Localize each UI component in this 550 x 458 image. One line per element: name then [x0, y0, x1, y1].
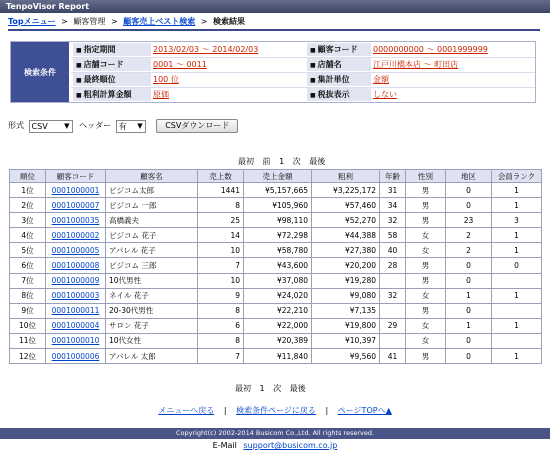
gender-cell: 男: [406, 273, 446, 288]
customer-code-cell: [46, 333, 106, 348]
member-rank-cell: [492, 303, 542, 318]
table-header-row: [10, 170, 542, 183]
table-row: [10, 349, 542, 364]
customer-code-cell: [46, 258, 106, 273]
format-select-value: CSV: [31, 121, 48, 131]
member-rank-cell: 3: [492, 213, 542, 228]
rank-cell: 11位: [10, 333, 46, 348]
email-label: E-Mail: [212, 441, 237, 450]
gross-profit-cell: ¥10,397: [312, 333, 380, 348]
condition-label: ■ 集計単位: [307, 73, 371, 86]
sales-amount-cell: ¥22,210: [244, 303, 312, 318]
quantity-cell: 7: [198, 349, 244, 364]
sales-amount-cell: ¥11,840: [244, 349, 312, 364]
gross-profit-cell: ¥27,380: [312, 243, 380, 258]
customer-name-cell: 10代女性: [106, 333, 198, 348]
table-row: [10, 228, 542, 243]
column-header: 顧客コード: [46, 170, 106, 183]
header-select[interactable]: [116, 120, 146, 133]
app-title-bar: [0, 0, 550, 13]
age-cell: 31: [380, 183, 406, 198]
column-header: 粗利: [312, 170, 380, 183]
pager-prev[interactable]: 前: [262, 157, 271, 166]
age-cell: 32: [380, 213, 406, 228]
member-rank-cell: 1: [492, 318, 542, 333]
gender-cell: 女: [406, 243, 446, 258]
pager-top: [235, 157, 328, 167]
breadcrumb: [8, 16, 245, 28]
age-cell: 41: [380, 349, 406, 364]
gross-profit-cell: ¥44,388: [312, 228, 380, 243]
district-cell: 0: [446, 258, 492, 273]
pager-first[interactable]: 最初: [235, 384, 251, 393]
gender-cell: 男: [406, 183, 446, 198]
header-label: ヘッダー: [79, 121, 112, 130]
breadcrumb-top-link[interactable]: Topメニュー: [8, 17, 56, 26]
copyright-text: Copyright(c) 2002-2014 Busicom Co.,Ltd. All rights reserved.: [175, 429, 375, 437]
age-cell: 34: [380, 198, 406, 213]
condition-period: [73, 42, 303, 57]
condition-value: 0001 ～ 0011: [153, 60, 207, 69]
pager-last[interactable]: 最後: [289, 384, 306, 393]
customer-code-link[interactable]: 0001000006: [51, 351, 100, 361]
column-header: 売上数: [198, 170, 244, 183]
member-rank-cell: [492, 273, 542, 288]
rank-cell: 8位: [10, 288, 46, 303]
district-cell: 0: [446, 183, 492, 198]
condition-store-code: [73, 57, 303, 72]
quantity-cell: 25: [198, 213, 244, 228]
district-cell: 23: [446, 213, 492, 228]
column-header: 順位: [10, 170, 46, 183]
condition-label: ■ 粗利計算金額: [73, 88, 151, 101]
rank-cell: 7位: [10, 273, 46, 288]
gender-cell: 女: [406, 288, 446, 303]
customer-name-cell: ビジコム 一郎: [106, 198, 198, 213]
gross-profit-cell: ¥20,200: [312, 258, 380, 273]
age-cell: [380, 273, 406, 288]
breadcrumb-divider: [8, 29, 540, 31]
breadcrumb-separator: >: [110, 17, 118, 26]
age-cell: 40: [380, 243, 406, 258]
chevron-down-icon: ▼: [137, 121, 143, 130]
email-link[interactable]: support@busicom.co.jp: [243, 441, 338, 450]
district-cell: 2: [446, 228, 492, 243]
rank-cell: 9位: [10, 303, 46, 318]
header-select-value: 有: [118, 121, 127, 131]
footer-divider: |: [223, 406, 227, 415]
condition-final-rank: [73, 72, 303, 87]
customer-code-link[interactable]: 0001000035: [51, 215, 100, 225]
customer-code-link[interactable]: 0001000002: [51, 230, 100, 240]
app-title: TenpoVisor Report: [6, 2, 90, 11]
district-cell: 1: [446, 318, 492, 333]
breadcrumb-best-search-link[interactable]: 顧客売上ベスト検索: [123, 17, 196, 26]
table-row: [10, 303, 542, 318]
customer-code-link[interactable]: 0001000009: [51, 276, 100, 286]
rank-cell: 5位: [10, 243, 46, 258]
breadcrumb-current: 検索結果: [213, 17, 246, 26]
customer-name-cell: ビジコム 花子: [106, 228, 198, 243]
customer-code-cell: [46, 273, 106, 288]
gender-cell: 男: [406, 303, 446, 318]
column-header: 性別: [406, 170, 446, 183]
district-cell: 2: [446, 243, 492, 258]
gender-cell: 女: [406, 333, 446, 348]
table-row: [10, 288, 542, 303]
menu-back-link[interactable]: メニューへ戻る: [158, 406, 215, 415]
sales-amount-cell: ¥37,080: [244, 273, 312, 288]
age-cell: 29: [380, 318, 406, 333]
district-cell: 1: [446, 288, 492, 303]
condition-value: 100 位: [153, 75, 179, 84]
quantity-cell: 7: [198, 258, 244, 273]
rank-cell: 10位: [10, 318, 46, 333]
condition-divider: [71, 57, 535, 58]
condition-tax-display: [307, 87, 535, 102]
sales-amount-cell: ¥58,780: [244, 243, 312, 258]
rank-cell: 12位: [10, 349, 46, 364]
pager-last[interactable]: 最後: [309, 157, 326, 166]
customer-code-link[interactable]: 0001000003: [51, 291, 100, 301]
member-rank-cell: [492, 333, 542, 348]
search-conditions-panel: [10, 41, 536, 103]
table-row: [10, 333, 542, 348]
district-cell: 0: [446, 198, 492, 213]
member-rank-cell: 1: [492, 198, 542, 213]
breadcrumb-customer-mgmt: 顧客管理: [73, 17, 106, 26]
quantity-cell: 14: [198, 228, 244, 243]
member-rank-cell: 0: [492, 258, 542, 273]
sales-amount-cell: ¥72,298: [244, 228, 312, 243]
district-cell: 0: [446, 333, 492, 348]
quantity-cell: 10: [198, 243, 244, 258]
quantity-cell: 6: [198, 318, 244, 333]
format-label: 形式: [8, 121, 24, 130]
search-conditions-title: 検索条件: [11, 42, 69, 102]
condition-divider: [71, 87, 535, 88]
customer-code-link[interactable]: 0001000010: [51, 336, 100, 346]
quantity-cell: 10: [198, 273, 244, 288]
customer-code-link[interactable]: 0001000011: [51, 306, 100, 316]
condition-label: ■ 指定期間: [73, 43, 151, 56]
footer-links: [0, 405, 550, 416]
breadcrumb-separator: >: [200, 17, 208, 26]
condition-value: 2013/02/03 ～ 2014/02/03: [153, 45, 259, 54]
gender-cell: 男: [406, 213, 446, 228]
customer-name-cell: ビジコム太郎: [106, 183, 198, 198]
condition-label: ■ 顧客コード: [307, 43, 371, 56]
page-top-link[interactable]: ページTOPへ▲: [337, 406, 392, 415]
customer-code-cell: [46, 228, 106, 243]
condition-divider: [71, 72, 535, 73]
district-cell: 0: [446, 273, 492, 288]
member-rank-cell: 1: [492, 183, 542, 198]
age-cell: 58: [380, 228, 406, 243]
member-rank-cell: 1: [492, 349, 542, 364]
pager-next[interactable]: 次: [273, 384, 282, 393]
condition-aggregate-unit: [307, 72, 535, 87]
condition-label: ■ 最終順位: [73, 73, 151, 86]
customer-code-cell: [46, 318, 106, 333]
rank-cell: 3位: [10, 213, 46, 228]
customer-code-link[interactable]: 0001000005: [51, 245, 100, 255]
customer-code-cell: [46, 213, 106, 228]
column-header: 地区: [446, 170, 492, 183]
customer-name-cell: ビジコム 三郎: [106, 258, 198, 273]
condition-value: 0000000000 ～ 0001999999: [373, 45, 488, 54]
member-rank-cell: 1: [492, 228, 542, 243]
customer-name-cell: 10代男性: [106, 273, 198, 288]
sales-amount-cell: ¥105,960: [244, 198, 312, 213]
quantity-cell: 1441: [198, 183, 244, 198]
gender-cell: 男: [406, 198, 446, 213]
sales-amount-cell: ¥98,110: [244, 213, 312, 228]
condition-value: 金額: [373, 75, 389, 84]
table-row: [10, 183, 542, 198]
age-cell: 32: [380, 288, 406, 303]
column-header: 会員ランク: [492, 170, 542, 183]
gender-cell: 女: [406, 228, 446, 243]
email-line: [0, 441, 550, 450]
pager-first[interactable]: 最初: [238, 157, 254, 166]
search-back-link[interactable]: 検索条件ページに戻る: [236, 406, 316, 415]
customer-code-cell: [46, 288, 106, 303]
customer-code-cell: [46, 198, 106, 213]
pager-bottom: [232, 384, 309, 394]
age-cell: [380, 333, 406, 348]
gross-profit-cell: ¥57,460: [312, 198, 380, 213]
condition-value: 原価: [153, 90, 169, 99]
condition-label: ■ 税抜表示: [307, 88, 371, 101]
quantity-cell: 8: [198, 303, 244, 318]
gender-cell: 男: [406, 258, 446, 273]
gender-cell: 男: [406, 349, 446, 364]
gross-profit-cell: ¥19,800: [312, 318, 380, 333]
customer-code-link[interactable]: 0001000004: [51, 321, 100, 331]
condition-customer-code: [307, 42, 535, 57]
customer-name-cell: 高橋義夫: [106, 213, 198, 228]
rank-cell: 4位: [10, 228, 46, 243]
format-select[interactable]: [29, 120, 73, 133]
gender-cell: 女: [406, 318, 446, 333]
pager-next[interactable]: 次: [292, 157, 301, 166]
condition-label: ■ 店舗コード: [73, 58, 151, 71]
condition-store-name: [307, 57, 535, 72]
customer-code-cell: [46, 349, 106, 364]
rank-cell: 2位: [10, 198, 46, 213]
table-row: [10, 258, 542, 273]
sales-amount-cell: ¥20,389: [244, 333, 312, 348]
sales-amount-cell: ¥43,600: [244, 258, 312, 273]
table-row: [10, 213, 542, 228]
gross-profit-cell: ¥9,080: [312, 288, 380, 303]
gross-profit-cell: ¥19,280: [312, 273, 380, 288]
condition-value: しない: [373, 90, 397, 99]
column-header: 年齢: [380, 170, 406, 183]
chevron-down-icon: ▼: [64, 121, 70, 130]
table-row: [10, 243, 542, 258]
gross-profit-cell: ¥7,135: [312, 303, 380, 318]
export-controls: [8, 118, 238, 134]
customer-code-link[interactable]: 0001000001: [51, 185, 100, 195]
customer-code-cell: [46, 243, 106, 258]
member-rank-cell: 1: [492, 288, 542, 303]
copyright-bar: [0, 428, 550, 439]
gross-profit-cell: ¥3,225,172: [312, 183, 380, 198]
age-cell: 28: [380, 258, 406, 273]
sales-amount-cell: ¥22,000: [244, 318, 312, 333]
condition-gross-calc: [73, 87, 303, 102]
column-header: 売上金額: [244, 170, 312, 183]
district-cell: 0: [446, 303, 492, 318]
table-row: [10, 273, 542, 288]
sales-amount-cell: ¥5,157,665: [244, 183, 312, 198]
customer-code-link[interactable]: 0001000008: [51, 261, 100, 271]
table-row: [10, 318, 542, 333]
quantity-cell: 8: [198, 333, 244, 348]
footer-divider: |: [325, 406, 329, 415]
table-row: [10, 198, 542, 213]
gross-profit-cell: ¥52,270: [312, 213, 380, 228]
results-table: [9, 169, 542, 364]
csv-download-button[interactable]: CSVダウンロード: [156, 119, 238, 133]
quantity-cell: 9: [198, 288, 244, 303]
condition-value: 江戸川橋本店 ～ 町田店: [373, 60, 459, 69]
customer-code-link[interactable]: 0001000007: [51, 200, 100, 210]
quantity-cell: 8: [198, 198, 244, 213]
rank-cell: 1位: [10, 183, 46, 198]
district-cell: 0: [446, 349, 492, 364]
customer-name-cell: アパレル 太郎: [106, 349, 198, 364]
gross-profit-cell: ¥9,560: [312, 349, 380, 364]
age-cell: [380, 303, 406, 318]
customer-name-cell: ネイル 花子: [106, 288, 198, 303]
breadcrumb-separator: >: [61, 17, 68, 26]
pager-page: 1: [259, 384, 265, 393]
customer-name-cell: アパレル 花子: [106, 243, 198, 258]
pager-page: 1: [279, 157, 285, 166]
sales-amount-cell: ¥24,020: [244, 288, 312, 303]
rank-cell: 6位: [10, 258, 46, 273]
column-header: 顧客名: [106, 170, 198, 183]
member-rank-cell: 1: [492, 243, 542, 258]
customer-name-cell: 20-30代男性: [106, 303, 198, 318]
customer-name-cell: サロン 花子: [106, 318, 198, 333]
customer-code-cell: [46, 183, 106, 198]
condition-label: ■ 店舗名: [307, 58, 371, 71]
customer-code-cell: [46, 303, 106, 318]
